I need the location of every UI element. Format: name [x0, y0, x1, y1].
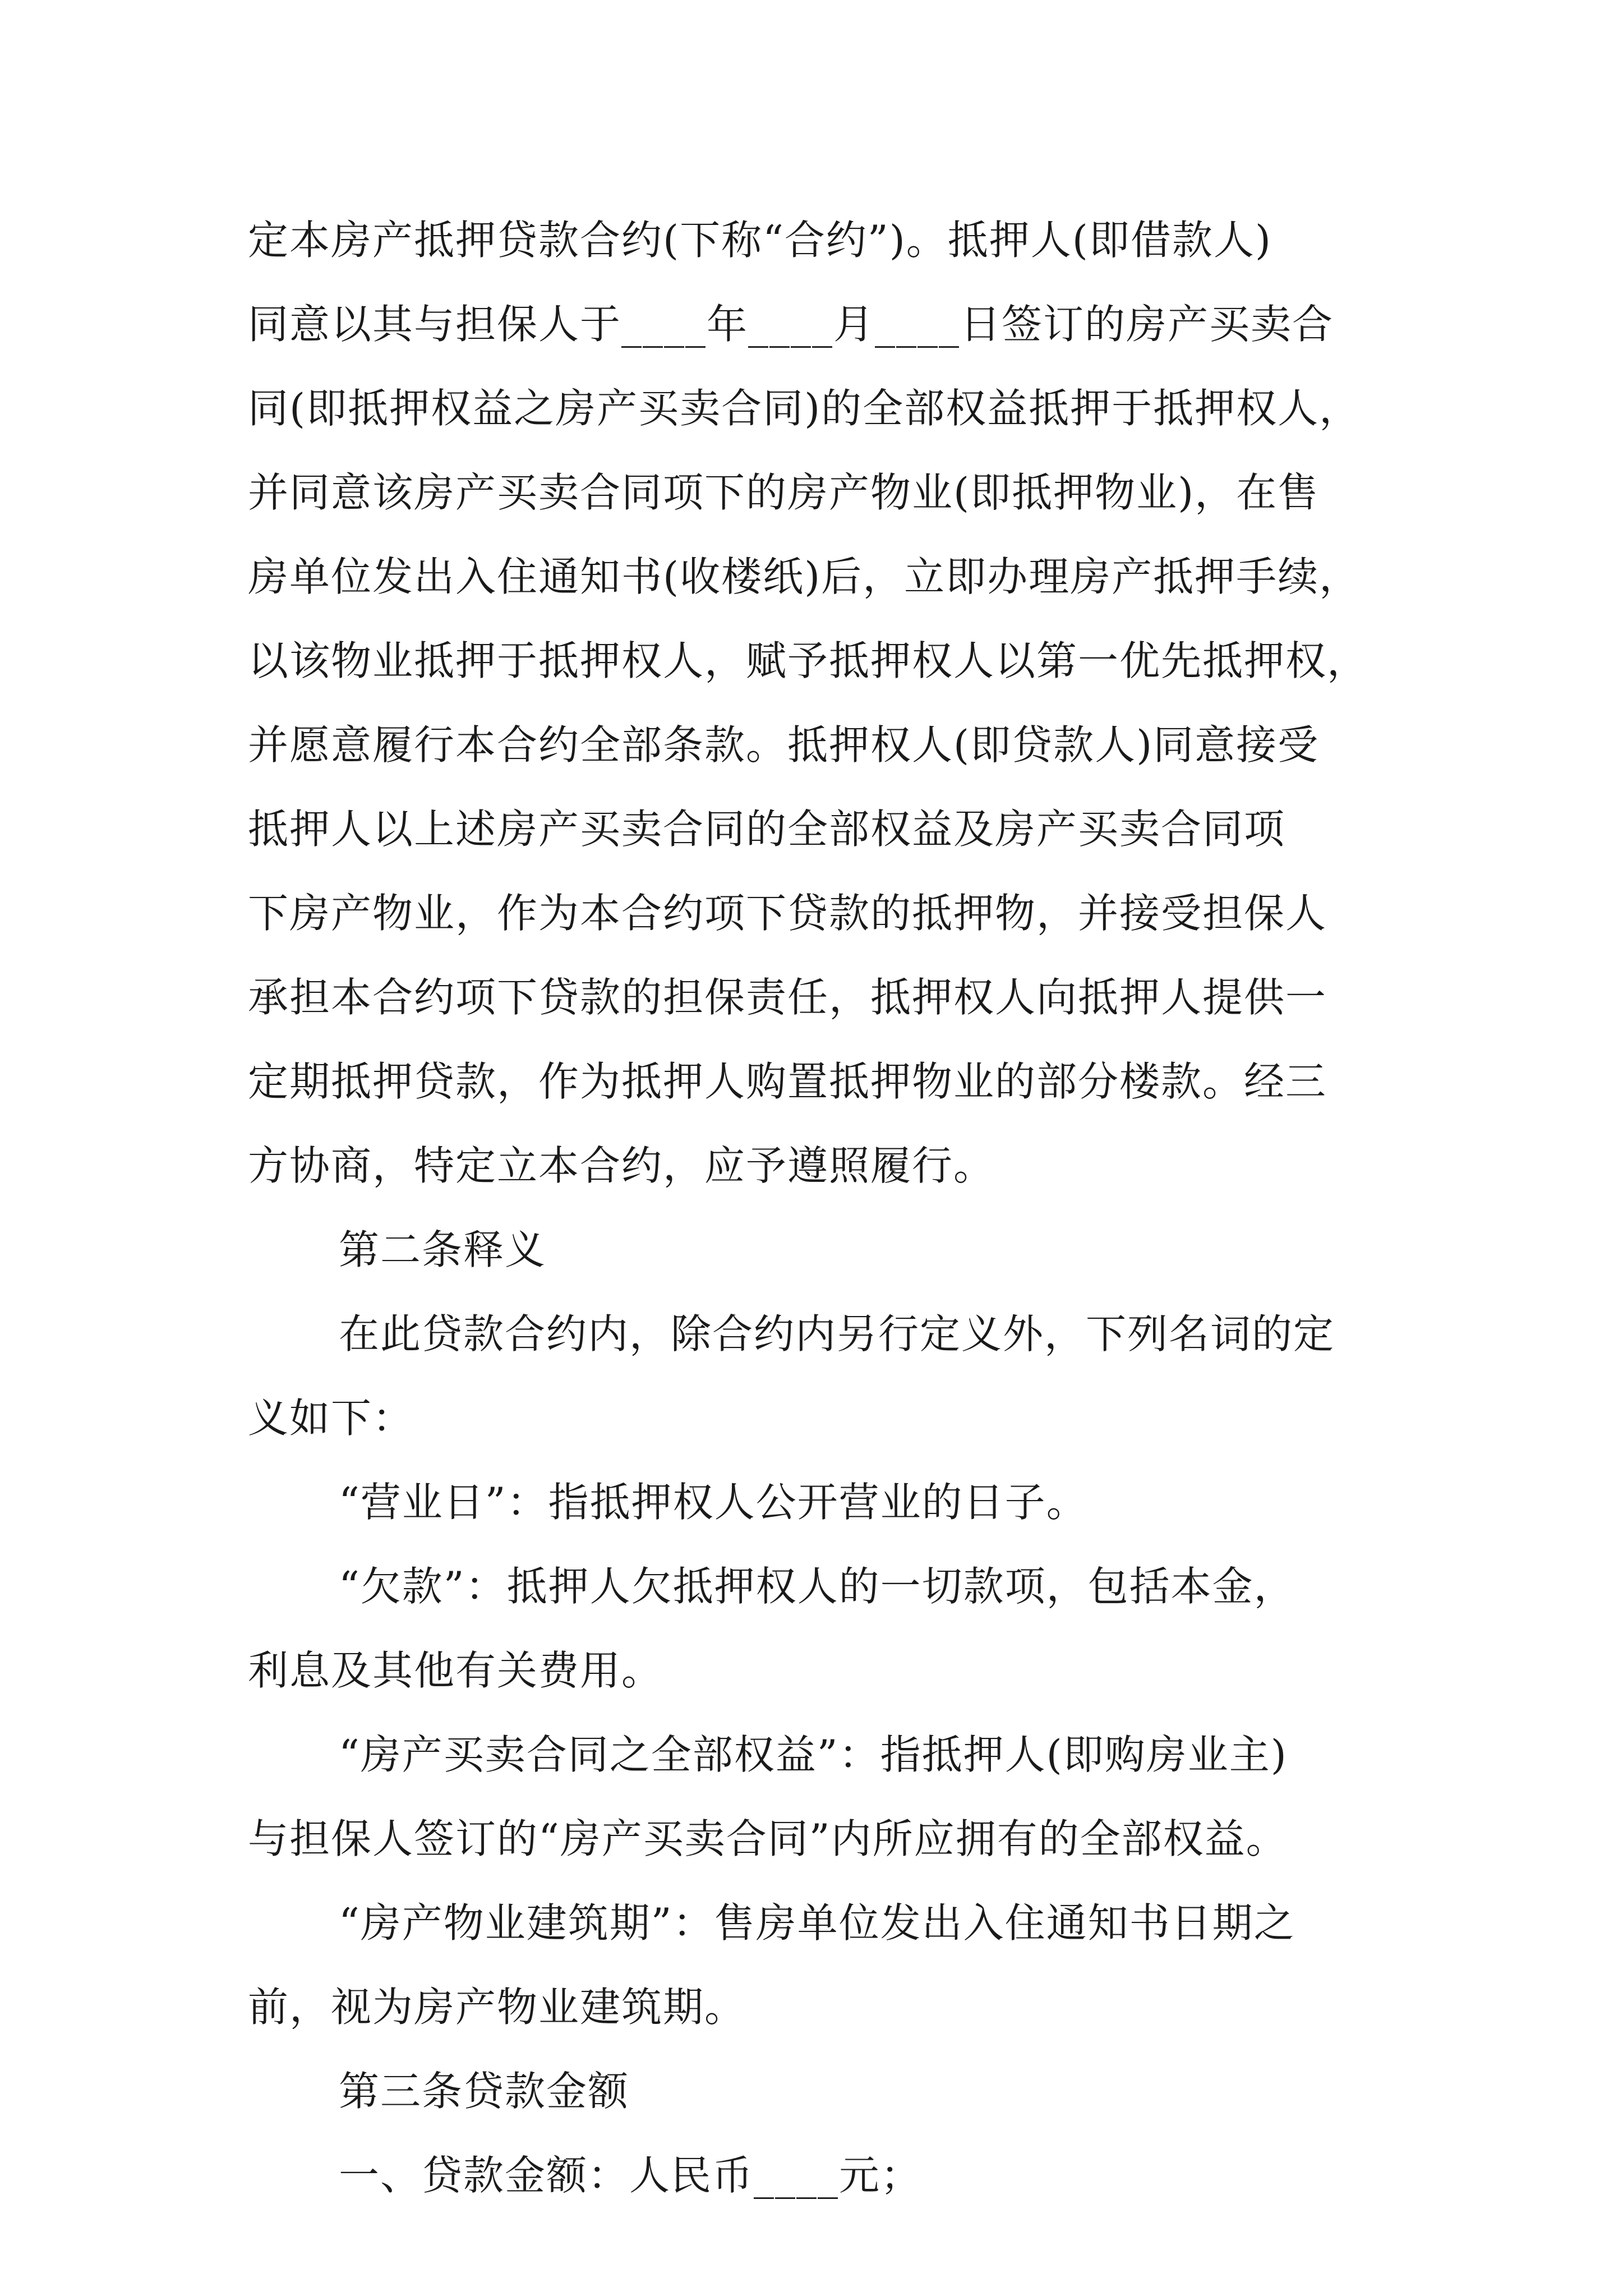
text-line: 同意以其与担保人于____年____月____日签订的房产买卖合 [248, 301, 1334, 348]
text-line: 抵押人以上述房产买卖合同的全部权益及房产买卖合同项 [248, 806, 1286, 853]
text-line: 利息及其他有关费用。 [248, 1647, 663, 1694]
text-line: 前，视为房产物业建筑期。 [248, 1984, 746, 2031]
text-line: 房单位发出入住通知书(收楼纸)后，立即办理房产抵押手续， [248, 553, 1361, 600]
text-line: 以该物业抵押于抵押权人，赋予抵押权人以第一优先抵押权， [248, 637, 1369, 684]
text-line: 同(即抵押权益之房产买卖合同)的全部权益抵押于抵押权人， [248, 385, 1361, 432]
definition-line: “房产物业建筑期”：售房单位发出入住通知书日期之 [339, 1899, 1295, 1947]
section-heading: 第二条释义 [339, 1226, 547, 1273]
definition-line: “房产买卖合同之全部权益”：指抵押人(即购房业主) [339, 1731, 1288, 1778]
text-line: 义如下： [248, 1395, 414, 1442]
section-heading: 第三条贷款金额 [339, 2068, 630, 2115]
text-line: 在此贷款合约内，除合约内另行定义外，下列名词的定 [339, 1310, 1335, 1358]
text-line: 下房产物业，作为本合约项下贷款的抵押物，并接受担保人 [248, 890, 1327, 937]
text-line: 定期抵押贷款，作为抵押人购置抵押物业的部分楼款。经三 [248, 1058, 1327, 1105]
text-line: 并同意该房产买卖合同项下的房产物业(即抵押物业)，在售 [248, 469, 1320, 516]
text-line: 与担保人签订的“房产买卖合同”内所应拥有的全部权益。 [248, 1815, 1288, 1862]
text-line: 一、贷款金额：人民币____元； [339, 2152, 923, 2199]
text-line: 并愿意履行本合约全部条款。抵押权人(即贷款人)同意接受 [248, 721, 1320, 769]
definition-line: “欠款”：抵押人欠抵押权人的一切款项，包括本金， [339, 1563, 1295, 1610]
text-line: 定本房产抵押贷款合约(下称“合约”)。抵押人(即借款人) [248, 217, 1272, 264]
definition-line: “营业日”：指抵押权人公开营业的日子。 [339, 1479, 1088, 1526]
text-line: 方协商，特定立本合约，应予遵照履行。 [248, 1142, 995, 1189]
text-line: 承担本合约项下贷款的担保责任，抵押权人向抵押人提供一 [248, 974, 1327, 1021]
